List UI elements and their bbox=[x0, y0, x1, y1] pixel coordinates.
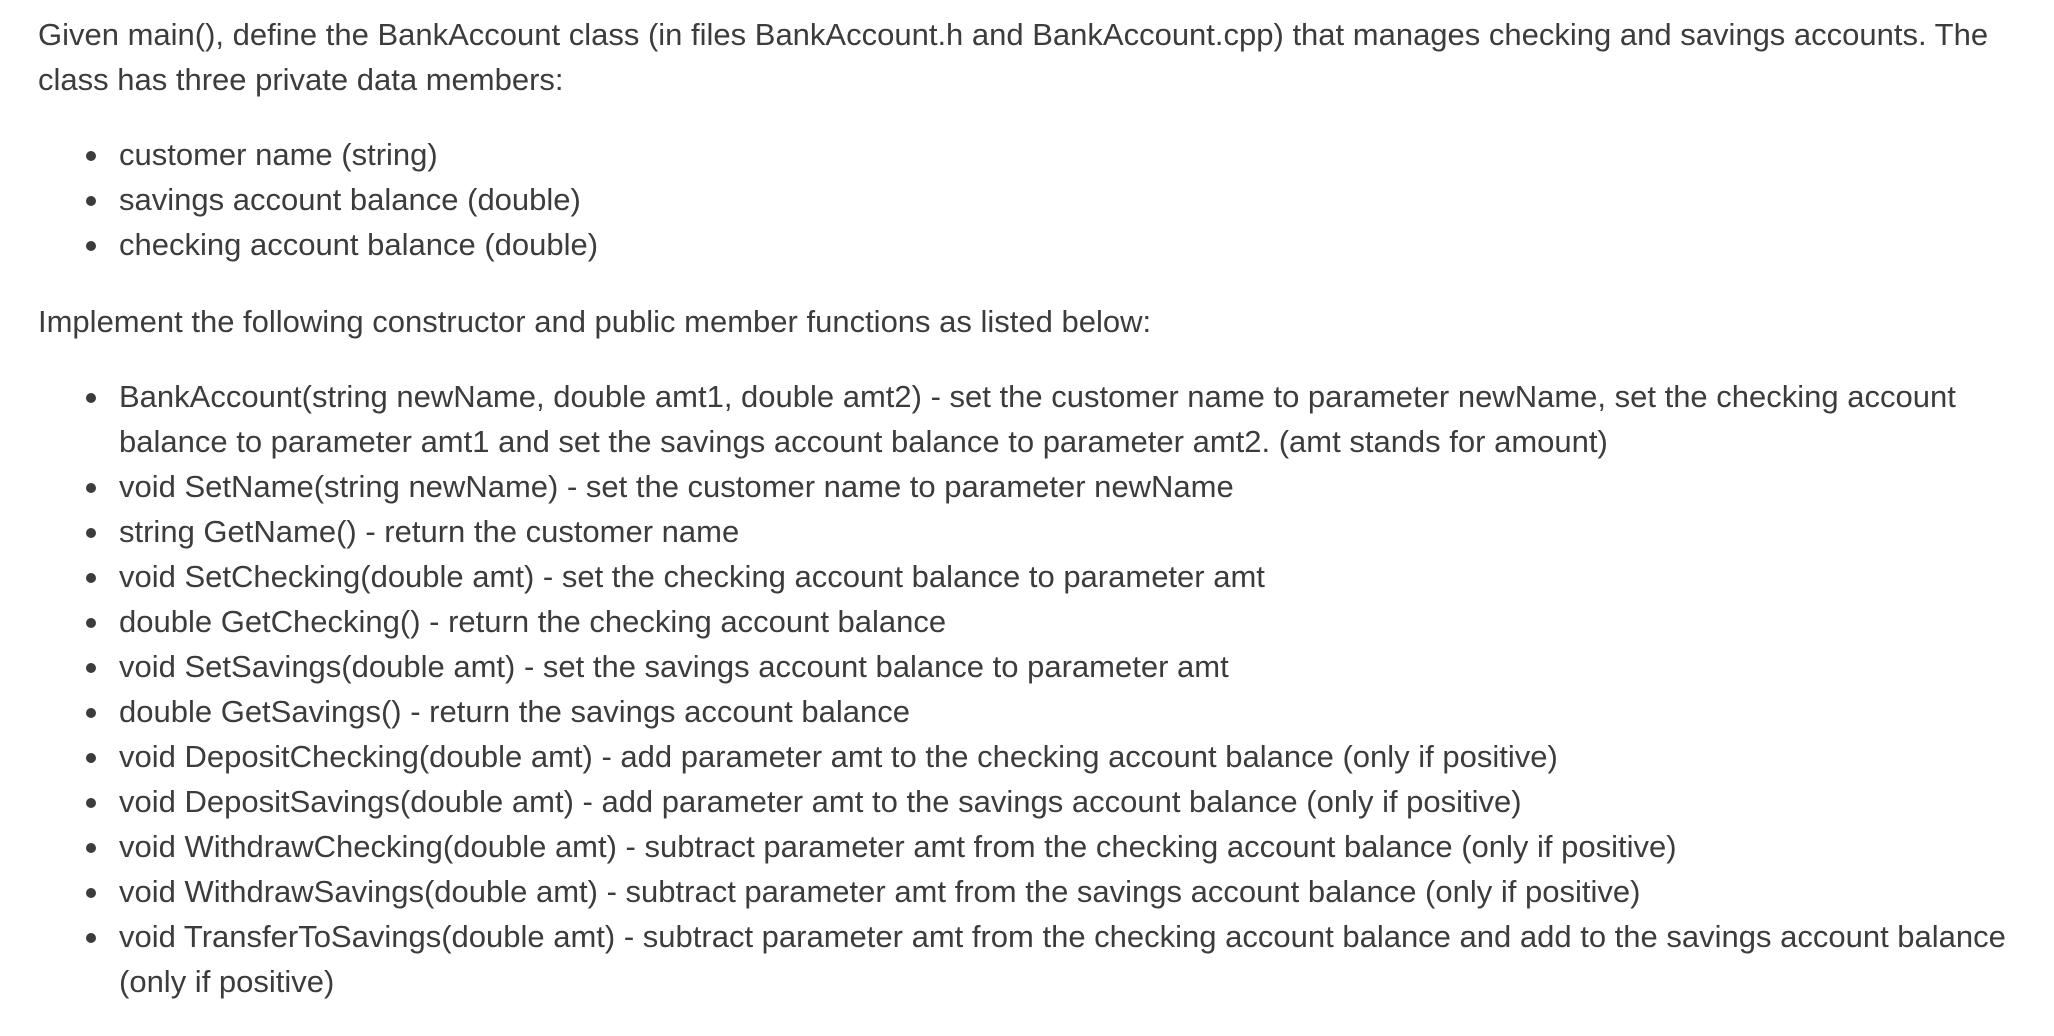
list-item bbox=[119, 222, 2028, 267]
list-item bbox=[119, 824, 2028, 869]
list-item bbox=[119, 869, 2028, 914]
list-item bbox=[119, 509, 2028, 554]
list-item bbox=[119, 599, 2028, 644]
list-item bbox=[119, 554, 2028, 599]
list-item-text: string GetName() - return the customer name bbox=[119, 514, 740, 549]
list-item bbox=[119, 779, 2028, 824]
list-item bbox=[119, 374, 2028, 464]
bullet-icon bbox=[86, 933, 96, 943]
bullet-icon bbox=[86, 843, 96, 853]
list-item-text: void SetSavings(double amt) - set the savings account balance to parameter amt bbox=[119, 649, 1229, 684]
bullet-icon bbox=[86, 708, 96, 718]
list-item-text: checking account balance (double) bbox=[119, 227, 599, 262]
list-item bbox=[119, 689, 2028, 734]
bullet-icon bbox=[86, 151, 96, 161]
bullet-icon bbox=[86, 888, 96, 898]
list-item bbox=[119, 914, 2028, 1004]
intro-paragraph: Given main(), define the BankAccount class (in files BankAccount.h and BankAccount.cpp) that manages checking and savings accounts. The class has three private data members: bbox=[38, 17, 1989, 97]
list-item-text: customer name (string) bbox=[119, 137, 438, 172]
list-item-text: void DepositChecking(double amt) - add parameter amt to the checking account balance (only if positive) bbox=[119, 739, 1558, 774]
bullet-icon bbox=[86, 573, 96, 583]
list-item-text: void SetChecking(double amt) - set the checking account balance to parameter amt bbox=[119, 559, 1265, 594]
bullet-icon bbox=[86, 241, 96, 251]
list-item-text: void TransferToSavings(double amt) - subtract parameter amt from the checking account balance and add to the savings account balance (only if positive) bbox=[119, 919, 2006, 999]
instructions-document bbox=[38, 12, 2028, 1036]
list-item bbox=[119, 132, 2028, 177]
list-item-text: BankAccount(string newName, double amt1, double amt2) - set the customer name to parameter newName, set the checking account balance to parameter amt1 and set the savings account balance to parameter amt2. (amt stands for amount) bbox=[119, 379, 1956, 459]
functions-list bbox=[38, 374, 2028, 1004]
list-item-text: void DepositSavings(double amt) - add parameter amt to the savings account balance (only if positive) bbox=[119, 784, 1522, 819]
list-item bbox=[119, 644, 2028, 689]
list-item-text: double GetSavings() - return the savings account balance bbox=[119, 694, 910, 729]
bullet-icon bbox=[86, 393, 96, 403]
bullet-icon bbox=[86, 483, 96, 493]
list-item-text: void SetName(string newName) - set the customer name to parameter newName bbox=[119, 469, 1234, 504]
list-item-text: savings account balance (double) bbox=[119, 182, 581, 217]
list-item-text: double GetChecking() - return the checking account balance bbox=[119, 604, 947, 639]
bullet-icon bbox=[86, 798, 96, 808]
list-item bbox=[119, 464, 2028, 509]
bullet-icon bbox=[86, 753, 96, 763]
bullet-icon bbox=[86, 528, 96, 538]
bullet-icon bbox=[86, 618, 96, 628]
list-item-text: void WithdrawSavings(double amt) - subtract parameter amt from the savings account balance (only if positive) bbox=[119, 874, 1641, 909]
bullet-icon bbox=[86, 663, 96, 673]
list-item-text: void WithdrawChecking(double amt) - subtract parameter amt from the checking account balance (only if positive) bbox=[119, 829, 1677, 864]
data-members-list bbox=[38, 132, 2028, 267]
bullet-icon bbox=[86, 196, 96, 206]
list-item bbox=[119, 734, 2028, 779]
list-item bbox=[119, 177, 2028, 222]
implementation-paragraph: Implement the following constructor and public member functions as listed below: bbox=[38, 304, 1152, 339]
